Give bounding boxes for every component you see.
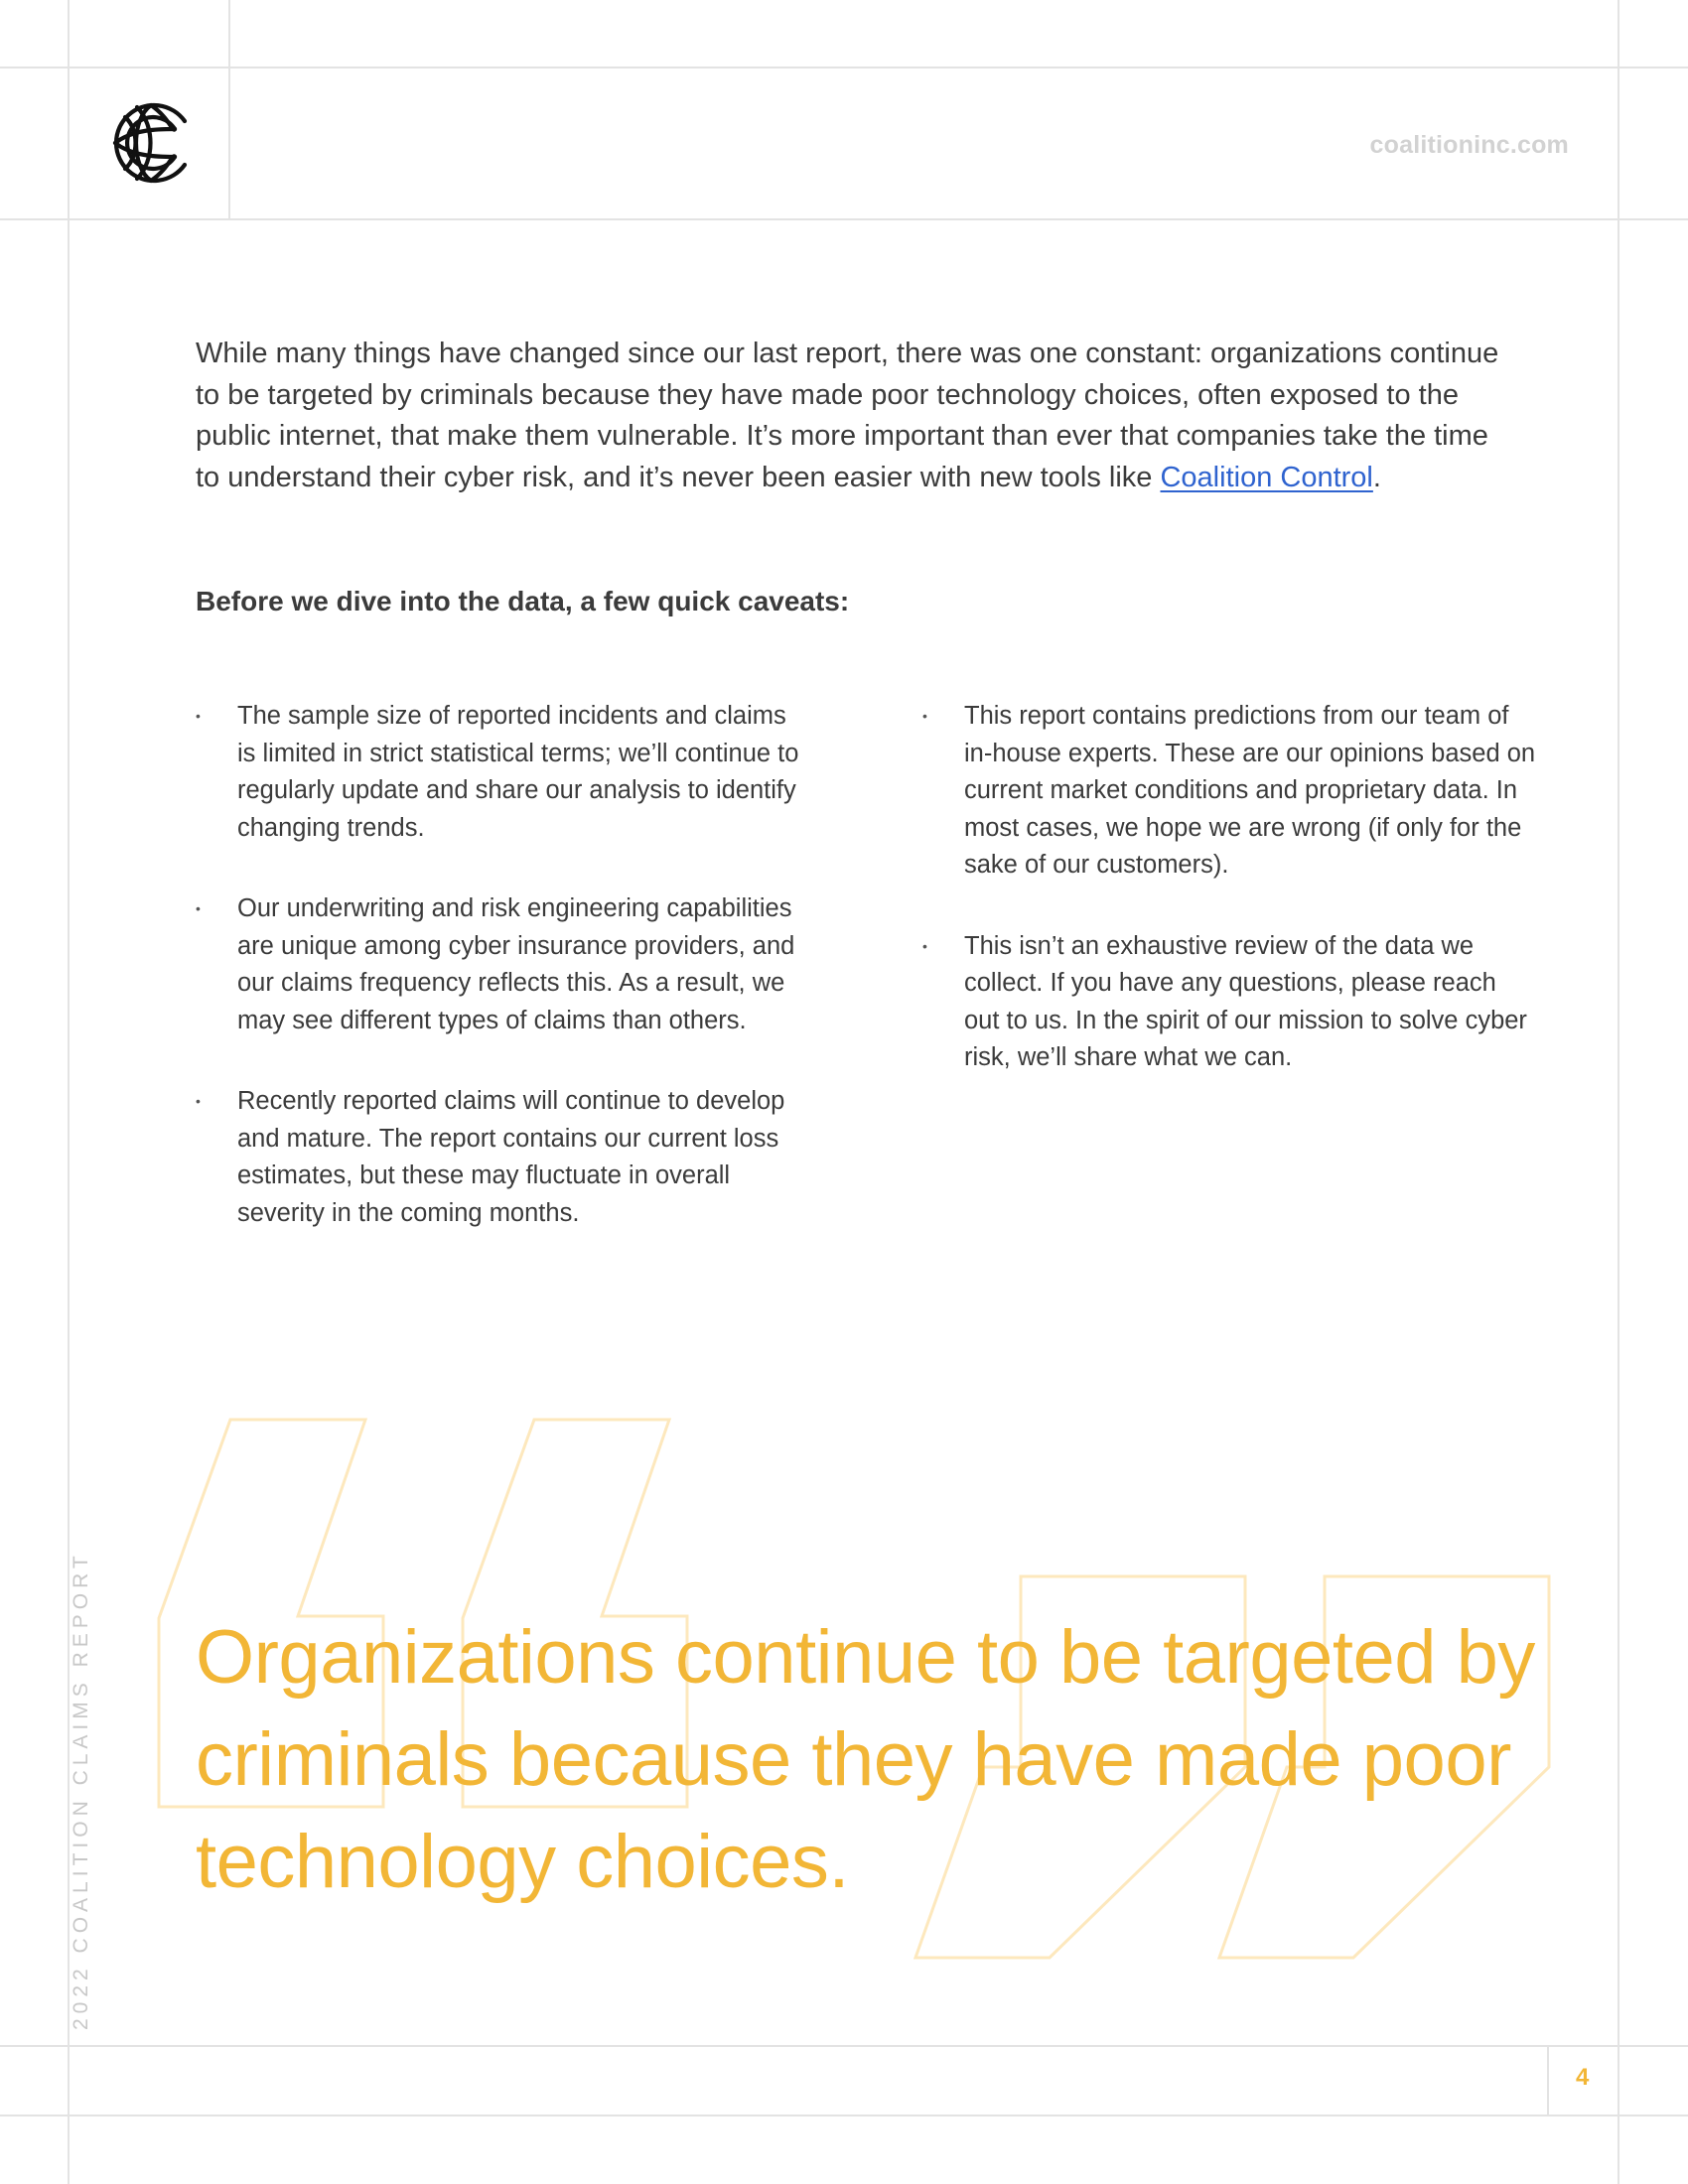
list-item	[196, 1083, 811, 1232]
caveats-list-left	[196, 698, 811, 1276]
list-item-text: The sample size of reported incidents and claims is limited in strict statistical terms; we’ll continue to regularly update and share our analysis to identify changing trends.	[237, 702, 799, 842]
grid-line	[0, 2115, 1688, 2116]
list-item-text: Recently reported claims will continue to develop and mature. The report contains our current loss estimates, but these may fluctuate in overall severity in the coming months.	[237, 1087, 785, 1227]
grid-line	[0, 67, 1688, 68]
list-item	[922, 928, 1538, 1077]
grid-line	[0, 2045, 1688, 2047]
intro-paragraph	[196, 334, 1516, 498]
bullet-icon: •	[196, 1093, 201, 1109]
grid-line	[228, 0, 230, 218]
caveats-heading: Before we dive into the data, a few quick caveats:	[196, 586, 850, 616]
list-item	[196, 698, 811, 847]
intro-text: While many things have changed since our last report, there was one constant: organizations continue to be targeted by criminals because they have made poor technology choices, often exposed to the public internet, that make them vulnerable. It’s more important than ever that companies take the time to understand their cyber risk, and it’s never been easier with new tools like	[196, 338, 1499, 493]
list-item	[196, 890, 811, 1039]
page-number: 4	[1576, 2064, 1590, 2091]
site-url-link[interactable]: coalitioninc.com	[1369, 131, 1569, 159]
coalition-control-link[interactable]: Coalition Control	[1160, 461, 1373, 493]
list-item	[922, 698, 1538, 885]
bullet-icon: •	[196, 900, 201, 916]
bullet-icon: •	[922, 937, 927, 954]
list-item-text: Our underwriting and risk engineering capabilities are unique among cyber insurance providers, and our claims frequency reflects this. As a result, we may see different types of claims than others.	[237, 894, 795, 1034]
grid-line	[1618, 0, 1619, 2184]
pull-quote: Organizations continue to be targeted by criminals because they have made poor technology choices.	[196, 1615, 1535, 1904]
list-item-text: This report contains predictions from our team of in-house experts. These are our opinions based on current market conditions and proprietary data. In most cases, we hope we are wrong (if only for the sake of our customers).	[964, 702, 1536, 879]
grid-line	[0, 218, 1688, 220]
grid-line	[1547, 2045, 1549, 2115]
report-side-label: 2022 COALITION CLAIMS REPORT	[70, 1551, 92, 2030]
intro-text-end: .	[1372, 461, 1381, 493]
bullet-icon: •	[196, 708, 201, 724]
caveats-list-right	[922, 698, 1538, 1121]
bullet-icon: •	[922, 708, 927, 724]
list-item-text: This isn’t an exhaustive review of the data we collect. If you have any questions, please reach out to us. In the spirit of our mission to solve cyber risk, we’ll share what we can.	[964, 931, 1527, 1071]
coalition-logo-icon	[109, 99, 193, 187]
